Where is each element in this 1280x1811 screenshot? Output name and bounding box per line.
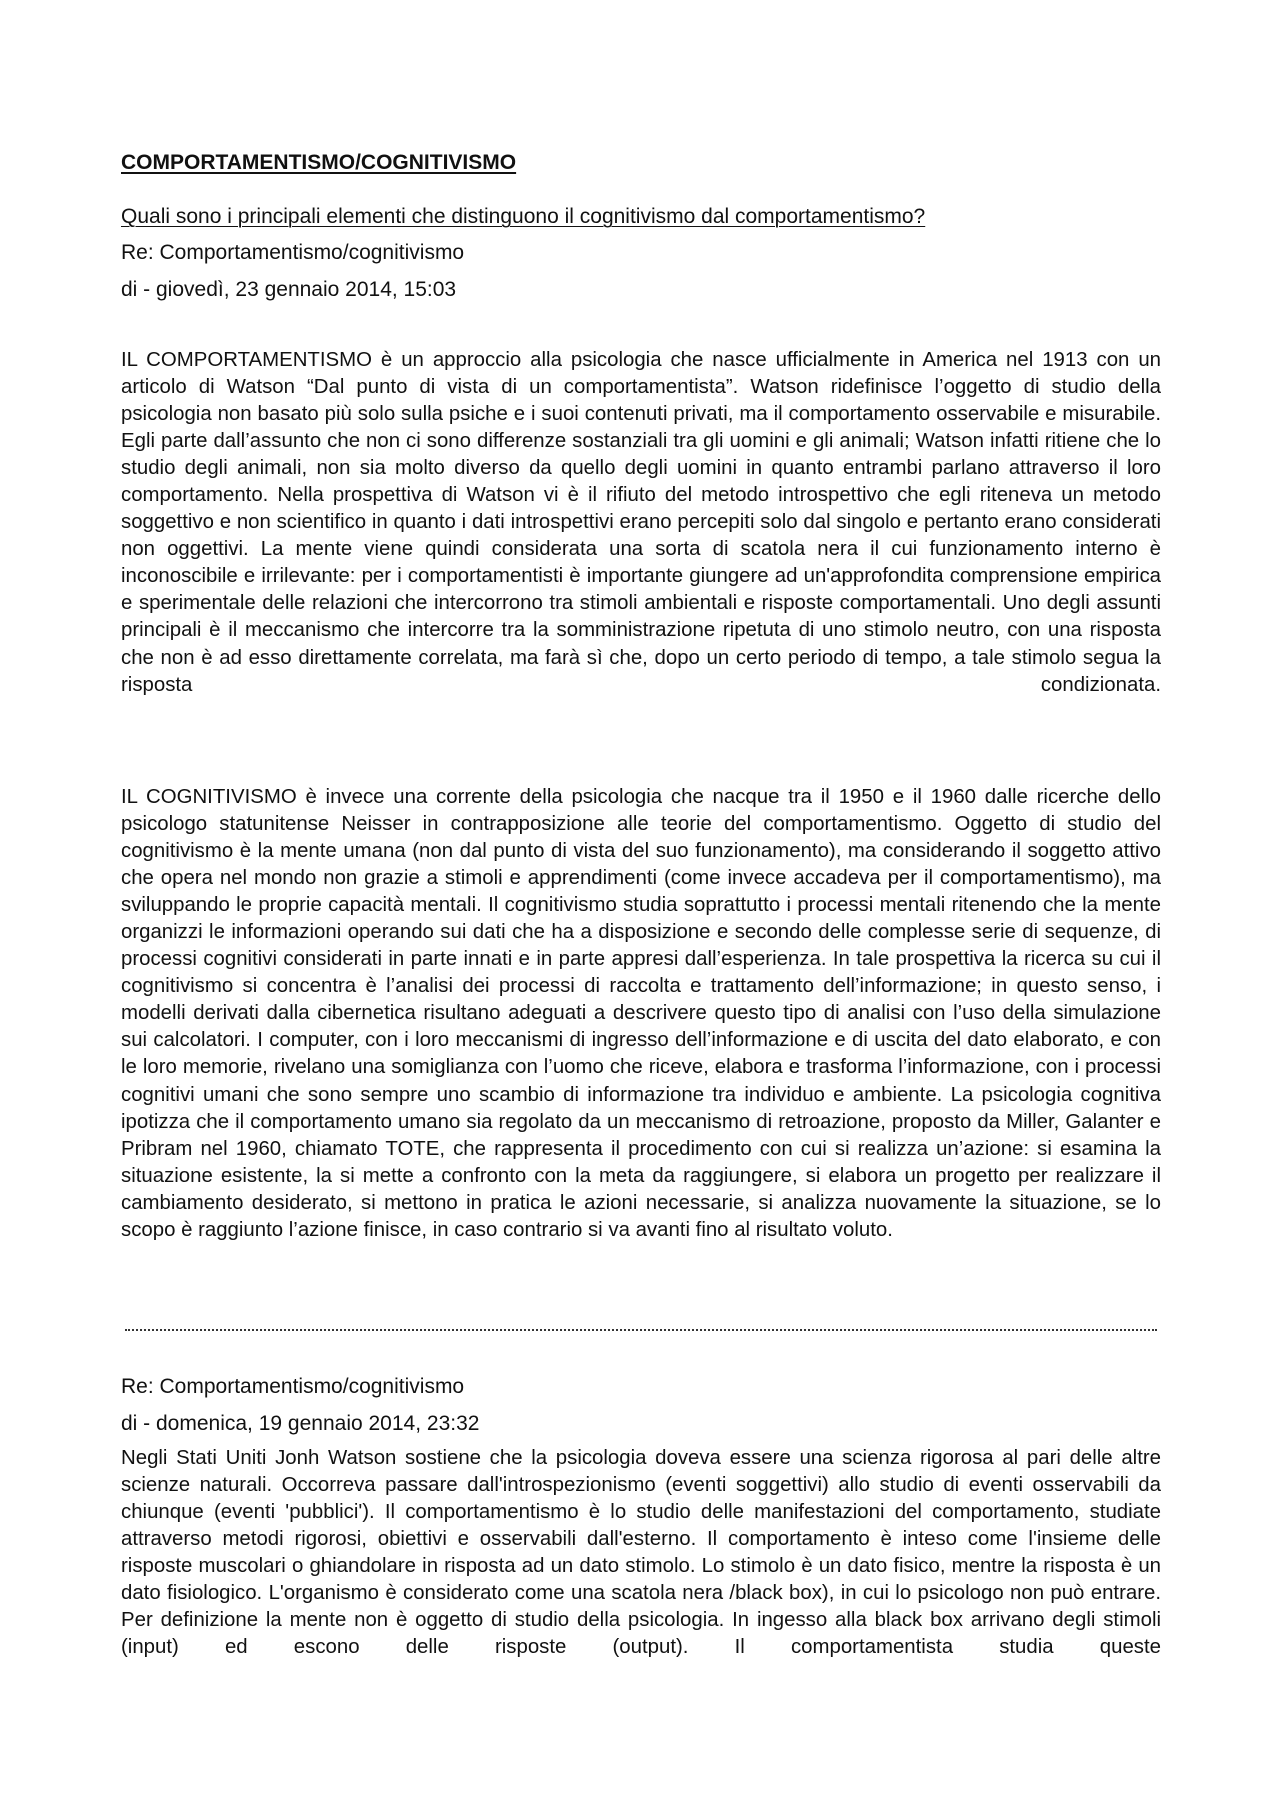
post-1-paragraph-1: IL COMPORTAMENTISMO è un approccio alla psicologia che nasce ufficialmente in America nel 1913 con un articolo di Watson “Dal punto di vista di un comportamentista”. Watson ridefinisce l’oggetto di studio della psicologia non basato più solo sulla psiche e i suoi contenuti privati, ma il comportamento osservabile e misurabile. Egli parte dall’assunto che non ci sono differenze sostanziali tra gli uomini e gli animali; Watson infatti ritiene che lo studio degli animali, non sia molto diverso da quello degli uomini in quanto entrambi parlano attraverso il loro comportamento. Nella prospettiva di Watson vi è il rifiuto del metodo introspettivo che egli riteneva un metodo soggettivo e non scientifico in quanto i dati introspettivi erano percepiti solo dal singolo e pertanto erano considerati non oggettivi. La mente viene quindi considerata una sorta di scatola nera il cui funzionamento interno è inconoscibile e irrilevante: per i comportamentisti è importante giungere ad un'approfondita comprensione empirica e sperimentale delle relazioni che intercorrono tra stimoli ambientali e risposte comportamentali. Uno degli assunti principali è il meccanismo che intercorre tra la somministrazione ripetuta di uno stimolo neutro, con una risposta che non è ad esso direttamente correlata, ma farà sì che, dopo un certo periodo di tempo, a tale stimolo segua la risposta condizionata. [121,349,1161,696]
post-2-paragraph-1: Negli Stati Uniti Jonh Watson sostiene che la psicologia doveva essere una scienza rigorosa al pari delle altre scienze naturali. Occorreva passare dall'introspezionismo (eventi soggettivi) allo studio di eventi osservabili da chiunque (eventi 'pubblici'). Il comportamentismo è lo studio delle manifestazioni del comportamento, studiate attraverso metodi rigorosi, obiettivi e osservabili dall'esterno. Il comportamento è inteso come l'insieme delle risposte muscolari o ghiandolare in risposta ad un dato stimolo. Lo stimolo è un dato fisico, mentre la risposta è un dato fisiologico. L'organismo è considerato come una scatola nera /black box), in cui lo psicologo non può entrare. Per definizione la mente non è oggetto di studio della psicologia. In ingesso alla black box arrivano degli stimoli (input) ed escono delle risposte (output). Il comportamentista studia queste [121,1447,1161,1659]
post-separator [125,1329,1157,1333]
post-1-byline: di - giovedì, 23 gennaio 2014, 15:03 [121,278,457,301]
post-1-paragraph-2: IL COGNITIVISMO è invece una corrente della psicologia che nacque tra il 1950 e il 1960 dalle ricerche dello psicologo statunitense Neisser in contrapposizione alle teorie del comportamentismo. Oggetto di studio del cognitivismo è la mente umana (non dal punto di vista del suo funzionamento), ma considerando il soggetto attivo che opera nel mondo non grazie a stimoli e apprendimenti (come invece accadeva per il comportamentismo), ma sviluppando le proprie capacità mentali. Il cognitivismo studia soprattutto i processi mentali ritenendo che la mente organizzi le informazioni operando sui dati che ha a disposizione e secondo delle complesse serie di sequenze, di processi cognitivi considerati in parte innati e in parte appresi dall’esperienza. In tale prospettiva la ricerca su cui il cognitivismo si concentra è l’analisi dei processi di raccolta e trattamento dell’informazione; in questo senso, i modelli derivati dalla cibernetica risultano adeguati a descrivere questo tipo di analisi con l’uso della simulazione sui calcolatori. I computer, con i loro meccanismi di ingresso dell’informazione e di uscita del dato elaborato, e con le loro memorie, rivelano una somiglianza con l’uomo che riceve, elabora e trasforma l’informazione, con i processi cognitivi umani che sono sempre uno scambio di informazione tra individuo e ambiente. La psicologia cognitiva ipotizza che il comportamento umano sia regolato da un meccanismo di retroazione, proposto da Miller, Galanter e Pribram nel 1960, chiamato TOTE, che rappresenta il procedimento con cui si realizza un’azione: si esamina la situazione esistente, la si mette a confronto con la meta da raggiungere, si elabora un progetto per realizzare il cambiamento desiderato, si mettono in pratica le azioni necessarie, si analizza nuovamente la situazione, se lo scopo è raggiunto l’azione finisce, in caso contrario si va avanti fino al risultato voluto. [121,786,1161,1241]
post-2-byline: di - domenica, 19 gennaio 2014, 23:32 [121,1412,480,1435]
discussion-question: Quali sono i principali elementi che distinguono il cognitivismo dal comportamentismo? [121,205,926,228]
post-2-subject: Re: Comportamentismo/cognitivismo [121,1375,465,1398]
document-title: COMPORTAMENTISMO/COGNITIVISMO [121,151,517,174]
post-1-subject: Re: Comportamentismo/cognitivismo [121,241,465,264]
